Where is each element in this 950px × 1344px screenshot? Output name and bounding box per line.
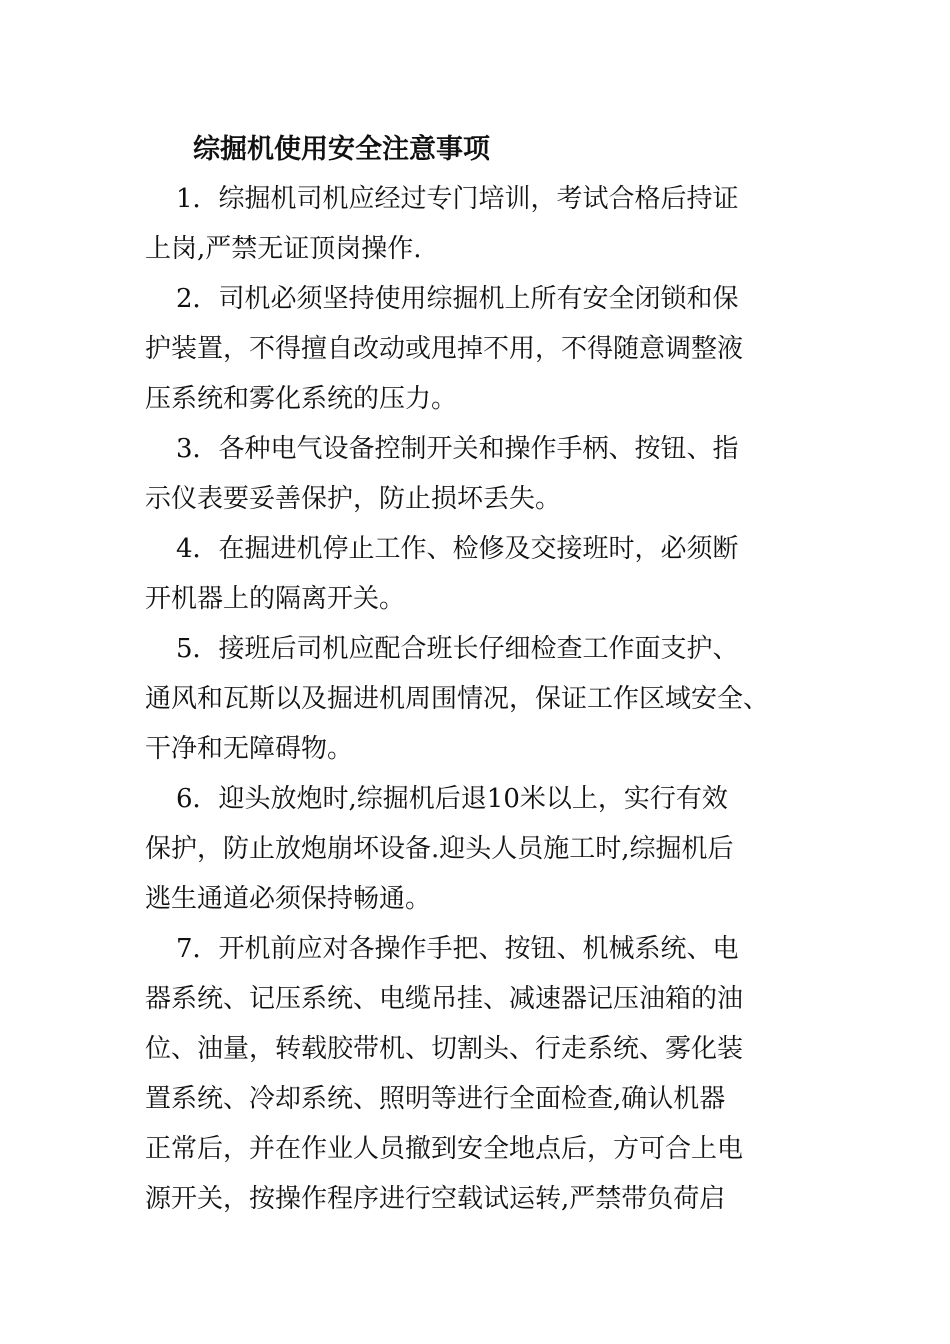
text-line: 上岗,严禁无证顶岗操作.	[145, 234, 422, 264]
text-line: 2．司机必须坚持使用综掘机上所有安全闭锁和保	[176, 284, 739, 314]
text-line: 5．接班后司机应配合班长仔细检查工作面支护、	[176, 634, 739, 664]
text-line: 位、油量，转载胶带机、切割头、行走系统、雾化装	[145, 1034, 744, 1064]
text-line: 示仪表要妥善保护，防止损坏丢失。	[145, 484, 562, 514]
text-line: 1．综掘机司机应经过专门培训，考试合格后持证	[176, 184, 739, 214]
text-line: 干净和无障碍物。	[145, 734, 354, 764]
text-line: 逃生通道必须保持畅通。	[145, 884, 432, 914]
text-line: 7．开机前应对各操作手把、按钮、机械系统、电	[176, 934, 739, 964]
text-line: 护装置，不得擅自改动或甩掉不用，不得随意调整液	[145, 334, 744, 364]
text-line: 3．各种电气设备控制开关和操作手柄、按钮、指	[176, 434, 739, 464]
text-line: 压系统和雾化系统的压力。	[145, 384, 458, 414]
text-line: 置系统、冷却系统、照明等进行全面检查,确认机器	[145, 1084, 726, 1114]
text-line: 4．在掘进机停止工作、检修及交接班时，必须断	[176, 534, 739, 564]
text-line: 器系统、记压系统、电缆吊挂、减速器记压油箱的油	[145, 984, 744, 1014]
text-line: 6．迎头放炮时,综掘机后退10米以上，实行有效	[176, 784, 728, 814]
text-line: 正常后，并在作业人员撤到安全地点后，方可合上电	[145, 1134, 744, 1164]
document-body	[145, 174, 825, 1224]
document-title: 综掘机使用安全注意事项	[193, 134, 490, 165]
text-line: 开机器上的隔离开关。	[145, 584, 406, 614]
text-line: 源开关，按操作程序进行空载试运转,严禁带负荷启	[145, 1184, 726, 1214]
text-line: 保护，防止放炮崩坏设备.迎头人员施工时,综掘机后	[145, 834, 734, 864]
text-line: 通风和瓦斯以及掘进机周围情况，保证工作区域安全、	[145, 684, 770, 714]
